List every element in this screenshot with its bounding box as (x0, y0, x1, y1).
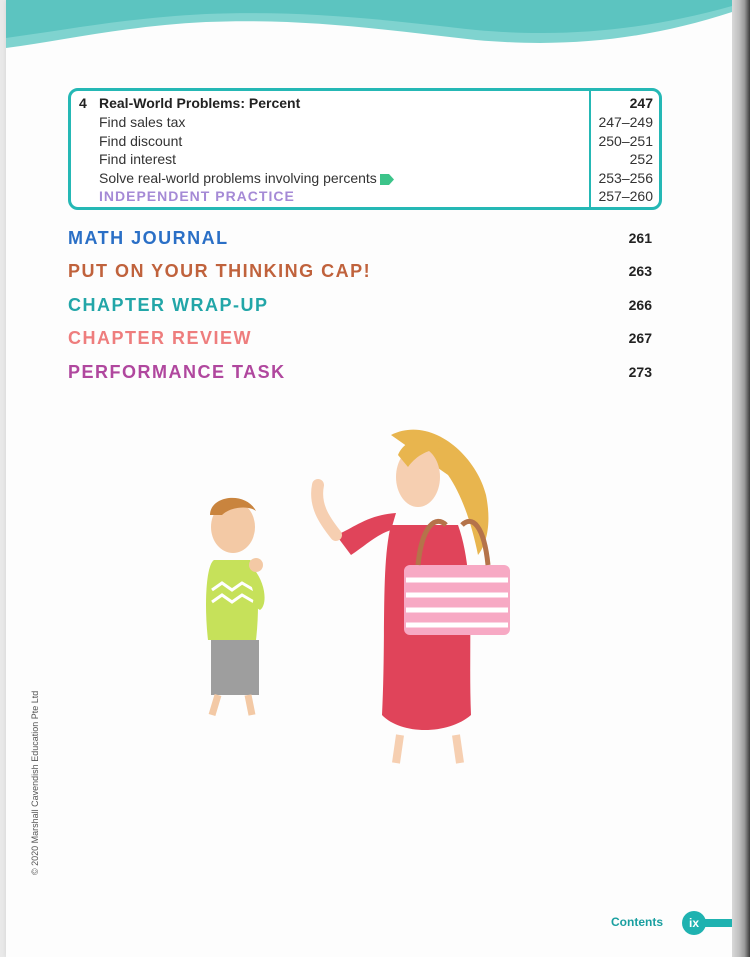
boy-and-woman-illustration (186, 415, 526, 775)
topic-pages: 247–249 (598, 114, 653, 130)
lesson-page: 247 (629, 95, 653, 111)
section-title: CHAPTER WRAP-UP (68, 295, 269, 315)
copyright-notice: © 2020 Marshall Cavendish Education Pte Ltd (30, 690, 40, 875)
page-edge (732, 0, 750, 957)
section-page: 267 (628, 330, 652, 346)
section-chapter-review[interactable] (68, 328, 658, 354)
topic-item[interactable] (99, 170, 394, 186)
topic-item-label: Solve real-world problems involving percents (99, 170, 377, 186)
section-page: 261 (628, 230, 652, 246)
woman-figure (317, 430, 510, 763)
book-page (6, 0, 732, 957)
topic-item[interactable]: Find sales tax (99, 114, 186, 130)
topic-pages: 253–256 (598, 170, 653, 186)
footer-contents-label: Contents (611, 915, 663, 929)
lesson-box (68, 88, 662, 210)
topic-pages: 252 (629, 151, 653, 167)
column-divider (589, 91, 591, 207)
green-tag-icon (380, 174, 394, 185)
topic-pages: 250–251 (598, 133, 653, 149)
section-page: 263 (628, 263, 652, 279)
section-performance-task[interactable] (68, 362, 658, 388)
independent-practice-label[interactable]: INDEPENDENT PRACTICE (99, 188, 295, 204)
section-chapter-wrap-up[interactable] (68, 295, 658, 321)
boy-figure (206, 498, 265, 715)
section-page: 273 (628, 364, 652, 380)
section-title: CHAPTER REVIEW (68, 328, 253, 348)
section-title: MATH JOURNAL (68, 228, 229, 248)
page-number-badge: ix (682, 911, 706, 935)
practice-pages: 257–260 (598, 188, 653, 204)
section-title: PUT ON YOUR THINKING CAP! (68, 261, 372, 281)
lesson-title[interactable]: Real-World Problems: Percent (99, 95, 301, 111)
lesson-number: 4 (79, 95, 87, 111)
top-wave-banner (6, 0, 732, 60)
section-math-journal[interactable] (68, 228, 658, 254)
section-title: PERFORMANCE TASK (68, 362, 286, 382)
topic-item[interactable]: Find discount (99, 133, 183, 149)
topic-item[interactable]: Find interest (99, 151, 177, 167)
section-page: 266 (628, 297, 652, 313)
section-thinking-cap[interactable] (68, 261, 658, 287)
